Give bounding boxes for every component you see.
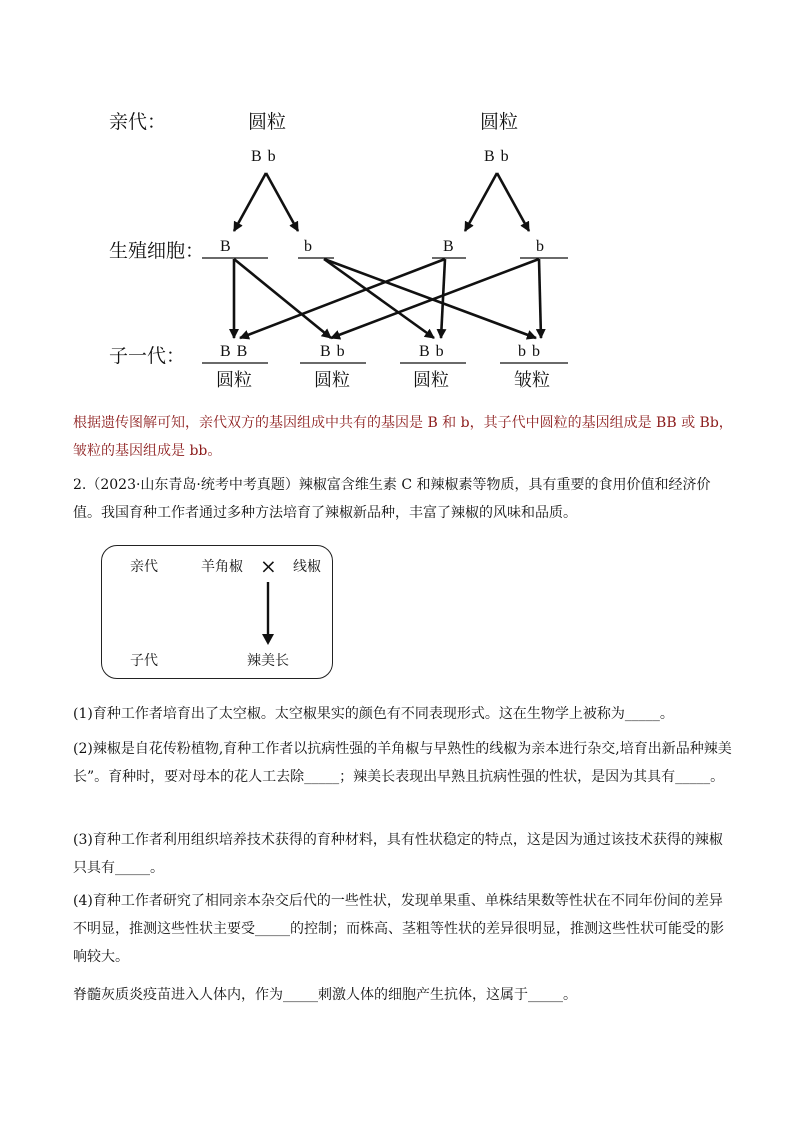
question2-item-3: (3)育种工作者利用组织培养技术获得的育种材料，具有性状稳定的特点，这是因为通过该技术获得的辣椒只具有_____。 (73, 832, 723, 876)
parent2-genotype: B b (484, 148, 510, 165)
cross-symbol: × (260, 554, 277, 578)
question2-item-1: (1)育种工作者培育出了太空椒。太空椒果实的颜色有不同表现形式。这在生物学上被称为_____。 (73, 706, 674, 722)
arrow-B2-to-Bb2 (441, 259, 445, 338)
cross-parent-label: 亲代 (130, 559, 158, 575)
question2-extra-line: 脊髓灰质炎疫苗进入人体内，作为_____刺激人体的细胞产生抗体，这属于_____。 (73, 987, 577, 1003)
cross-parent2: 线椒 (293, 559, 321, 575)
gamete-3: B (443, 238, 455, 255)
gamete-4: b (536, 238, 545, 255)
offspring-2-phenotype: 圆粒 (314, 370, 350, 391)
row-label-gamete: 生殖细胞： (109, 240, 205, 262)
offspring-4-genotype: b b (518, 343, 541, 360)
cross-down-arrow (258, 582, 278, 646)
arrow-B1-to-Bb1 (234, 259, 331, 338)
arrow-p1-to-b (266, 173, 298, 231)
gamete-2: b (304, 238, 313, 255)
question2-intro: 2.（2023·山东青岛·统考中考真题）辣椒富含维生素 C 和辣椒素等物质，具有重要的食用价值和经济价值。我国育种工作者通过多种方法培育了辣椒新品种，丰富了辣椒的风味和品质。 (73, 477, 711, 521)
cross-child: 辣美长 (247, 653, 289, 669)
question2-item-4: (4)育种工作者研究了相同亲本杂交后代的一些性状，发现单果重、单株结果数等性状在不同年份间的差异不明显，推测这些性状主要受_____的控制；而株高、茎粗等性状的差异很明显，推测这些性状可能受的影响较大。 (73, 893, 724, 965)
offspring-3-genotype: B b (419, 343, 445, 360)
arrow-p2-to-B (465, 173, 497, 231)
offspring-1-genotype: B B (220, 343, 249, 360)
offspring-1-phenotype: 圆粒 (216, 370, 252, 391)
arrow-b2-to-bb (539, 259, 541, 338)
gamete-1: B (220, 238, 232, 255)
question2-item-2: (2)辣椒是自花传粉植物,育种工作者以抗病性强的羊角椒与早熟性的线椒为亲本进行杂交,培育出新品种辣美长”。育种时，要对母本的花人工去除_____；辣美长表现出早熟且抗病性强的性状，是因为其具有_____。 (73, 741, 732, 785)
row-label-offspring: 子一代： (109, 345, 186, 367)
row-label-parent: 亲代： (109, 111, 167, 133)
offspring-2-genotype: B b (320, 343, 346, 360)
offspring-4-phenotype: 皱粒 (514, 370, 550, 391)
cross-parent1: 羊角椒 (201, 559, 243, 575)
diagram-arrows (0, 0, 793, 400)
arrow-p1-to-B (234, 173, 266, 231)
parent1-genotype: B b (251, 148, 277, 165)
parent1-phenotype: 圆粒 (248, 111, 287, 133)
cross-child-label: 子代 (130, 653, 158, 669)
cross-diagram-box (101, 545, 333, 679)
explanation-text: 根据遗传图解可知，亲代双方的基因组成中共有的基因是 B 和 b，其子代中圆粒的基因组成是 BB 或 Bb，皱粒的基因组成是 bb。 (73, 415, 733, 459)
arrow-p2-to-b (497, 173, 529, 231)
parent2-phenotype: 圆粒 (480, 111, 519, 133)
offspring-3-phenotype: 圆粒 (413, 370, 449, 391)
